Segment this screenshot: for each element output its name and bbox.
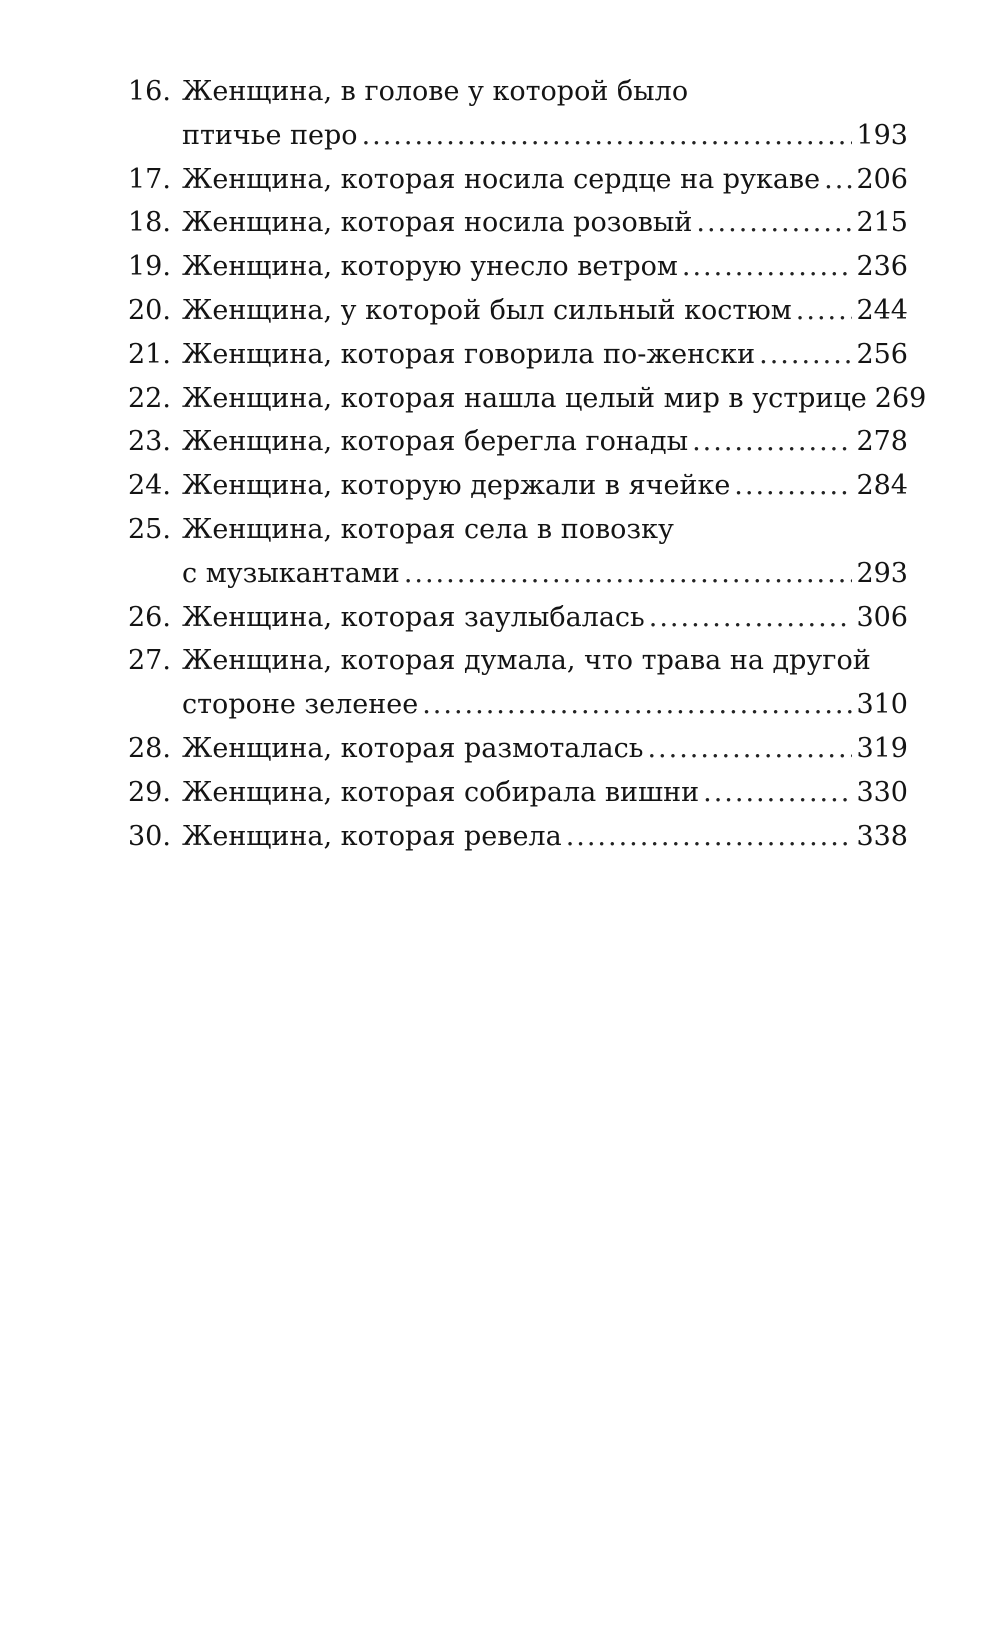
toc-entry-line: [128, 639, 908, 683]
toc-entry: [128, 70, 908, 158]
page-number: 293: [856, 557, 908, 589]
chapter-title: Женщина, которая думала, что трава на другой: [182, 645, 871, 677]
chapter-number: 24.: [128, 470, 171, 502]
toc-entry-line: [128, 771, 908, 815]
chapter-title: Женщина, которая заулыбалась: [182, 601, 645, 633]
toc-entry-line: [128, 552, 908, 596]
chapter-title: Женщина, которую держали в ячейке: [182, 470, 731, 502]
dot-leader: [824, 158, 852, 202]
page-number: 206: [856, 163, 908, 195]
chapter-title: Женщина, которая носила розовый: [182, 207, 693, 239]
dot-leader: [647, 727, 852, 771]
toc-entry: [128, 464, 908, 508]
chapter-title: Женщина, которая села в повозку: [182, 513, 674, 545]
dot-leader: [682, 245, 853, 289]
dot-leader: [566, 815, 853, 859]
toc-entry: [128, 727, 908, 771]
toc-entry: [128, 377, 927, 421]
dot-leader: [734, 464, 852, 508]
page-number: 244: [856, 294, 908, 326]
dot-leader: [422, 683, 852, 727]
toc-entry-line: [128, 377, 927, 421]
chapter-title-continued: стороне зеленее: [182, 689, 419, 721]
chapter-number: 16.: [128, 76, 171, 107]
toc-entry: [128, 771, 908, 815]
toc-entry-line: [128, 464, 908, 508]
toc-entry-line: [128, 158, 908, 202]
chapter-title: Женщина, которую унесло ветром: [182, 251, 678, 283]
page-number: 278: [856, 426, 908, 458]
chapter-number: 18.: [128, 207, 171, 239]
dot-leader: [696, 201, 852, 245]
chapter-number: 19.: [128, 251, 171, 283]
chapter-number: 22.: [128, 382, 171, 414]
toc-entry-line: [128, 289, 908, 333]
dot-leader: [759, 333, 852, 377]
toc-entry-line: [128, 114, 908, 158]
toc-entry-line: [128, 683, 908, 727]
dot-leader: [362, 114, 853, 158]
chapter-title-continued: с музыкантами: [182, 557, 400, 589]
dot-leader: [404, 552, 853, 596]
chapter-number: 21.: [128, 338, 171, 370]
chapter-number: 29.: [128, 776, 171, 808]
dot-leader: [649, 596, 853, 640]
toc-entry-line: [128, 201, 908, 245]
chapter-number: 17.: [128, 163, 171, 195]
toc-entry-line: [128, 333, 908, 377]
chapter-number: 20.: [128, 294, 171, 326]
chapter-title: Женщина, у которой был сильный костюм: [182, 294, 792, 326]
toc-entry: [128, 158, 908, 202]
toc-entry-line: [128, 70, 908, 114]
dot-leader: [692, 420, 852, 464]
chapter-title: Женщина, которая носила сердце на рукаве: [182, 163, 821, 195]
page-number: 284: [856, 470, 908, 502]
toc-entry: [128, 245, 908, 289]
chapter-number: 30.: [128, 820, 171, 852]
page-number: 256: [856, 338, 908, 370]
page-number: 319: [856, 732, 908, 764]
toc-entry: [128, 289, 908, 333]
chapter-title: Женщина, которая ревела: [182, 820, 562, 852]
toc-entry: [128, 596, 908, 640]
toc-entry-line: [128, 596, 908, 640]
toc-entry-line: [128, 815, 908, 859]
chapter-number: 23.: [128, 426, 171, 458]
page-number: 193: [856, 119, 908, 151]
chapter-title: Женщина, которая нашла целый мир в устрице: [182, 382, 867, 414]
page-number: 310: [856, 689, 908, 721]
chapter-number: 26.: [128, 601, 171, 633]
page-number: 269: [874, 382, 927, 414]
dot-leader: [703, 771, 852, 815]
chapter-number: 25.: [128, 513, 171, 545]
toc-entry: [128, 639, 908, 727]
dot-leader: [796, 289, 853, 333]
chapter-title: Женщина, которая собирала вишни: [182, 776, 700, 808]
toc-entry-line: [128, 508, 908, 552]
page-number: 330: [856, 776, 908, 808]
toc-entry-line: [128, 245, 908, 289]
chapter-title-continued: птичье перо: [182, 119, 358, 151]
page-number: 215: [856, 207, 908, 239]
page-number: 338: [856, 820, 908, 852]
toc-entry: [128, 333, 908, 377]
chapter-title: Женщина, которая размоталась: [182, 732, 644, 764]
toc-entry: [128, 420, 908, 464]
page-number: 306: [856, 601, 908, 633]
toc-entry: [128, 508, 908, 596]
toc-entry: [128, 201, 908, 245]
chapter-number: 28.: [128, 732, 171, 764]
chapter-title: Женщина, которая берегла гонады: [182, 426, 689, 458]
toc-entry-line: [128, 420, 908, 464]
page-number: 236: [856, 251, 908, 283]
table-of-contents: [128, 70, 927, 858]
chapter-title: Женщина, которая говорила по-женски: [182, 338, 756, 370]
toc-entry: [128, 815, 908, 859]
toc-entry-line: [128, 727, 908, 771]
chapter-title: Женщина, в голове у которой было: [182, 76, 689, 107]
chapter-number: 27.: [128, 645, 171, 677]
